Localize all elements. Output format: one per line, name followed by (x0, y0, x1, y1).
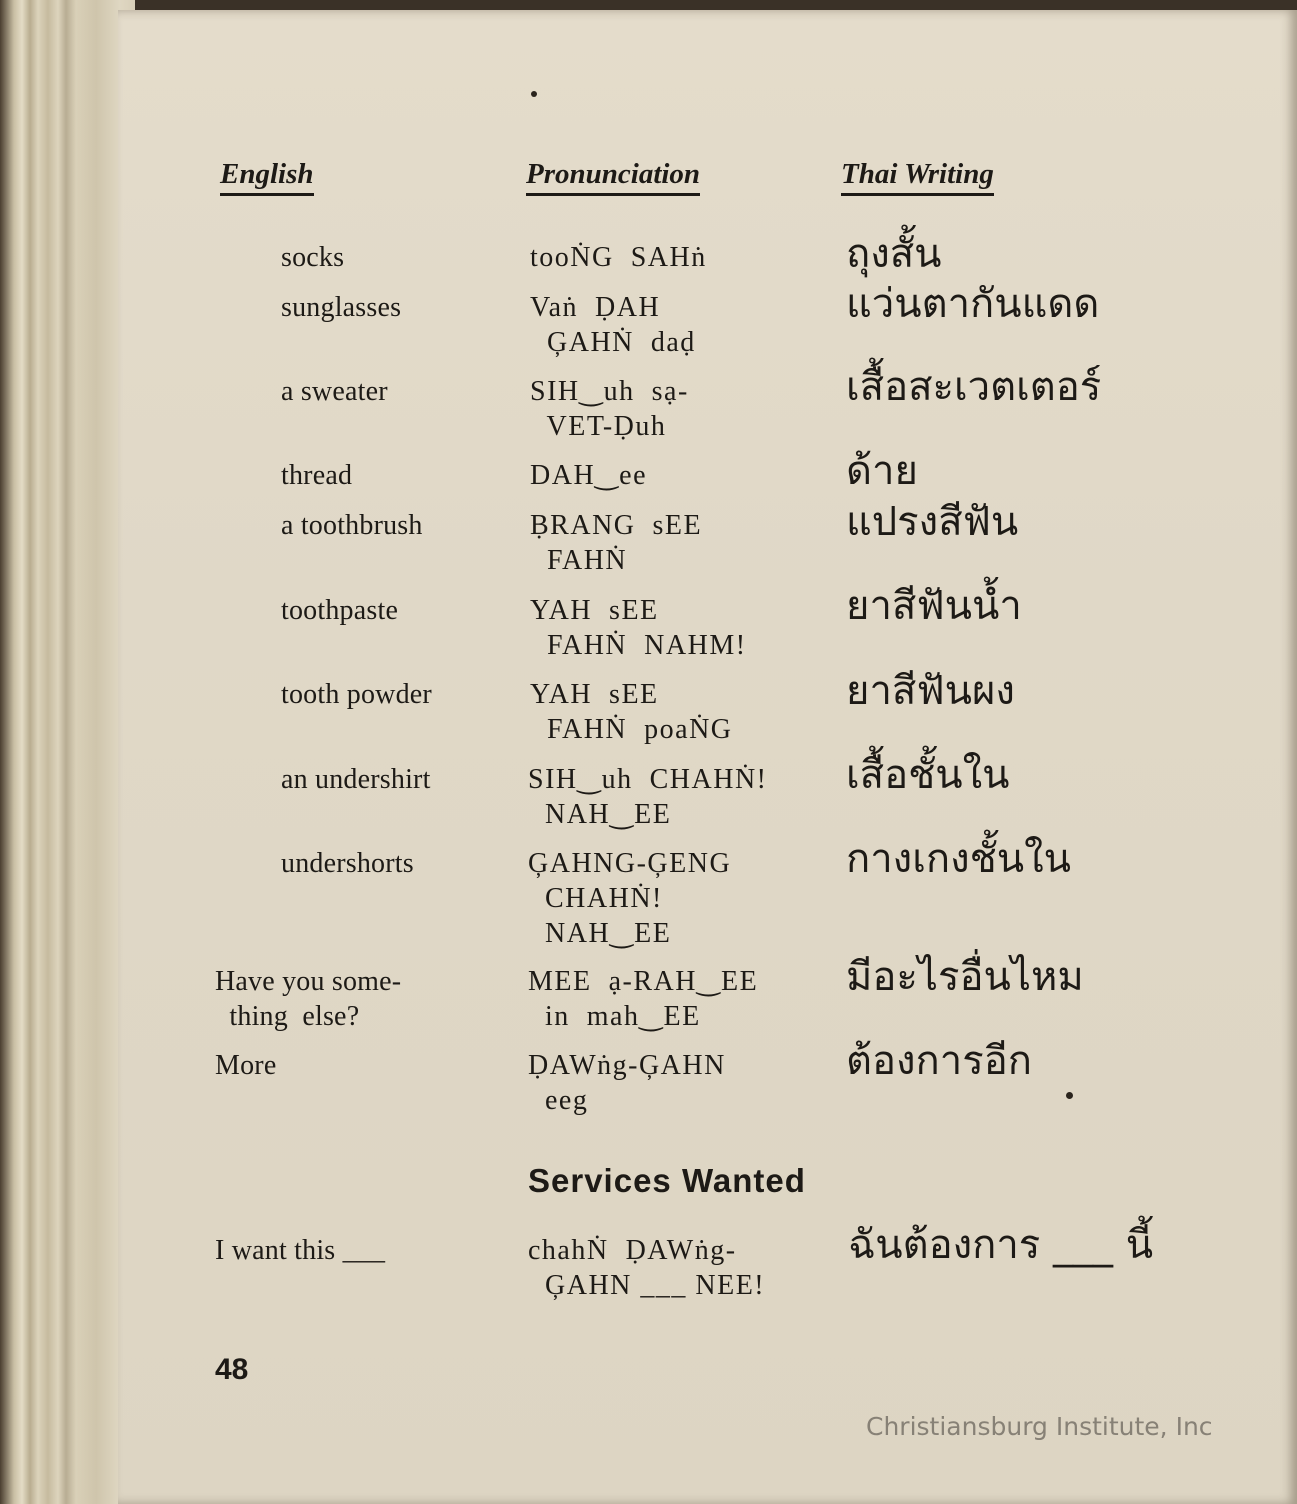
row-thai: แปรงสีฟัน (846, 499, 1019, 545)
row-pronunciation: Vaṅ ḌAH ĢAHṄ daḍ (530, 292, 696, 358)
row-english: a toothbrush (281, 510, 423, 541)
service-thai: ฉันต้องการ ___ นี้ (848, 1222, 1154, 1268)
row-thai: ด้าย (846, 448, 918, 494)
row-english: Have you some- thing else? (215, 966, 402, 1032)
row-english: thread (281, 460, 353, 491)
row-pronunciation: tooṄG SAHṅ (530, 242, 707, 273)
row-thai: ยาสีฟันผง (846, 668, 1015, 714)
header-pronunciation: Pronunciation (526, 158, 700, 196)
row-thai: ต้องการอีก (846, 1038, 1032, 1084)
row-english: undershorts (281, 848, 414, 879)
row-english: an undershirt (281, 764, 431, 795)
header-english: English (220, 158, 314, 196)
row-pronunciation: ḌAWṅg-ĢAHN eeg (528, 1050, 726, 1116)
row-thai: แว่นตากันแดด (846, 281, 1100, 327)
row-thai: ยาสีฟันน้ำ (846, 583, 1022, 629)
row-english: More (215, 1050, 277, 1081)
ink-dot (1066, 1092, 1073, 1099)
row-pronunciation: MEE ạ-RAH‿EE in mah‿EE (528, 966, 759, 1032)
section-title: Services Wanted (528, 1162, 806, 1199)
row-thai: เสื้อสะเวตเตอร์ (846, 364, 1102, 410)
row-thai: มีอะไรอื่นไหม (846, 954, 1084, 1000)
row-pronunciation: ḄRANG sEE FAHṄ (530, 510, 703, 576)
row-english: socks (281, 242, 345, 273)
row-pronunciation: SIH‿uh sạ- VET-Ḍuh (530, 376, 689, 442)
row-thai: ถุงสั้น (846, 231, 942, 277)
row-thai: เสื้อชั้นใน (846, 752, 1010, 798)
row-english: sunglasses (281, 292, 402, 323)
row-thai: กางเกงชั้นใน (846, 836, 1071, 882)
row-pronunciation: SIH‿uh CHAHṄ! NAH‿EE (528, 764, 768, 830)
row-pronunciation: YAH sEE FAHṄ poaṄG (530, 679, 733, 745)
row-english: toothpaste (281, 595, 399, 626)
row-english: a sweater (281, 376, 388, 407)
service-pronunciation: chahṄ ḌAWṅg- ĢAHN ___ NEE! (528, 1235, 766, 1301)
service-english: I want this ___ (215, 1235, 386, 1266)
row-pronunciation: DAH‿ee (530, 460, 648, 491)
ink-dot (531, 91, 537, 97)
watermark: Christiansburg Institute, Inc (866, 1412, 1213, 1441)
header-thai-writing: Thai Writing (841, 158, 994, 196)
row-pronunciation: YAH sEE FAHṄ NAHM! (530, 595, 747, 661)
row-english: tooth powder (281, 679, 432, 710)
row-pronunciation: ĢAHNG-ĢENG CHAHṄ! NAH‿EE (528, 848, 732, 949)
page-number: 48 (215, 1353, 249, 1386)
book-page-edges (0, 0, 135, 1504)
